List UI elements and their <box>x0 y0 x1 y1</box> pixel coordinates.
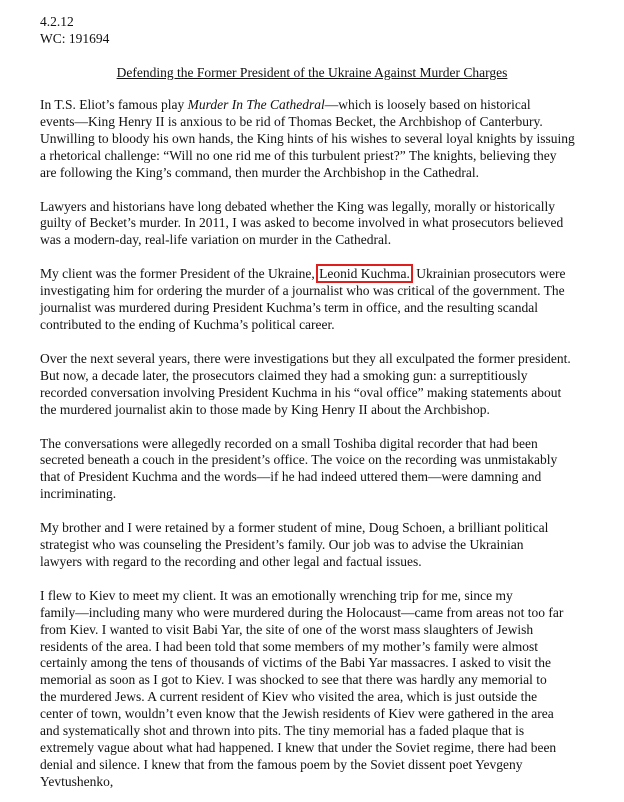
text-line: In T.S. Eliot’s famous play Murder In The Cathedral—which is loosely based on historical <box>40 97 531 112</box>
text-line: investigating him for ordering the murder of a journalist who was critical of the government. The <box>40 283 565 299</box>
paragraph <box>40 266 615 334</box>
text-line: Lawyers and historians have long debated whether the King was legally, morally or historically <box>40 198 555 214</box>
text-line: journalist was murdered during President Kuchma’s term in office, and the resulting scandal <box>40 300 538 316</box>
word-count: WC: 191694 <box>40 31 110 46</box>
paragraph <box>40 520 615 571</box>
text-line: and systematically shot and thrown into pits. The tiny memorial has a faded plaque that is <box>40 723 525 739</box>
text-line: residents of the area. I had been told that some members of my mother’s family were almost <box>40 638 538 654</box>
text-line: The conversations were allegedly recorded on a small Toshiba digital recorder that had been <box>40 435 538 451</box>
document-date: 4.2.12 <box>40 14 74 29</box>
text-line: Yevtushenko, <box>40 773 114 789</box>
text-line: recorded conversation involving President Kuchma in his “oval office” making statements about <box>40 384 562 400</box>
text-line: strategist who was counseling the President’s family. Our job was to advise the Ukrainian <box>40 537 524 553</box>
paragraph <box>40 436 615 504</box>
text-line: certainly among the tens of thousands of victims of the Babi Yar massacres. I asked to visit the <box>40 655 552 671</box>
text-line: that of President Kuchma and the words—if he had indeed uttered them—were damning and <box>40 469 542 485</box>
paragraph <box>40 351 615 419</box>
text-line: extremely vague about what had happened. I knew that under the Soviet regime, there had been <box>40 740 557 755</box>
text-line: I flew to Kiev to meet my client. It was an emotionally wrenching trip for me, since my <box>40 587 513 603</box>
text-line: the murdered journalist akin to those made by King Henry II about the Archbishop. <box>40 401 490 417</box>
paragraph <box>40 97 615 182</box>
text-line: are following the King’s command, then murder the Archbishop in the Cathedral. <box>40 164 480 180</box>
text-line: memorial as soon as I got to Kiev. I was shocked to see that there was hardly any memorial to <box>40 672 547 688</box>
text-line: incriminating. <box>40 486 117 502</box>
text-line: But now, a decade later, the prosecutors claimed they had a smoking gun: a surreptitiously <box>40 367 528 383</box>
paragraph <box>40 199 615 250</box>
text-line: My client was the former President of the Ukraine, Leonid Kuchma. Ukrainian prosecutors were <box>40 266 566 282</box>
text-line: contributed to the ending of Kuchma’s political career. <box>40 316 335 332</box>
text-line: secreted beneath a couch in the president’s office. The voice on the recording was unmistakably <box>40 452 558 468</box>
text-line: denial and silence. I knew that from the famous poem by the Soviet dissent poet Yevgeny <box>40 756 523 772</box>
play-title: Murder In The Cathedral <box>187 97 325 112</box>
text-line: a rhetorical challenge: “Will no one rid me of this turbulent priest?” The knights, believing they <box>40 147 557 163</box>
text-line: My brother and I were retained by a former student of mine, Doug Schoen, a brilliant political <box>40 520 549 536</box>
text-line: events—King Henry II is anxious to be rid of Thomas Becket, the Archbishop of Canterbury. <box>40 113 543 129</box>
paragraph <box>40 588 615 791</box>
document-title: Defending the Former President of the Ukraine Against Murder Charges <box>116 65 508 80</box>
document-body <box>40 97 615 791</box>
text-line: center of town, wouldn’t even know that the Jewish residents of Kiev were gathered in the area <box>40 706 554 722</box>
document-header <box>40 13 109 47</box>
text-line: was a modern-day, real-life variation on murder in the Cathedral. <box>40 232 392 248</box>
highlighted-name[interactable]: Leonid Kuchma. <box>316 264 413 283</box>
text-line: family—including many who were murdered during the Holocaust—came from areas not too far <box>40 604 564 620</box>
text-line: guilty of Becket’s murder. In 2011, I was asked to become involved in what prosecutors believed <box>40 215 564 231</box>
text-line: Unwilling to bloody his own hands, the King hints of his wishes to several loyal knights by issuing <box>40 130 575 146</box>
text-line: the murdered Jews. A current resident of Kiev who visited the area, which is just outside the <box>40 689 538 705</box>
text-line: from Kiev. I wanted to visit Babi Yar, the site of one of the worst mass slaughters of Jewish <box>40 621 534 637</box>
text-line: Over the next several years, there were investigations but they all exculpated the former president. <box>40 350 571 366</box>
text-line: lawyers with regard to the recording and other legal and factual issues. <box>40 553 422 569</box>
